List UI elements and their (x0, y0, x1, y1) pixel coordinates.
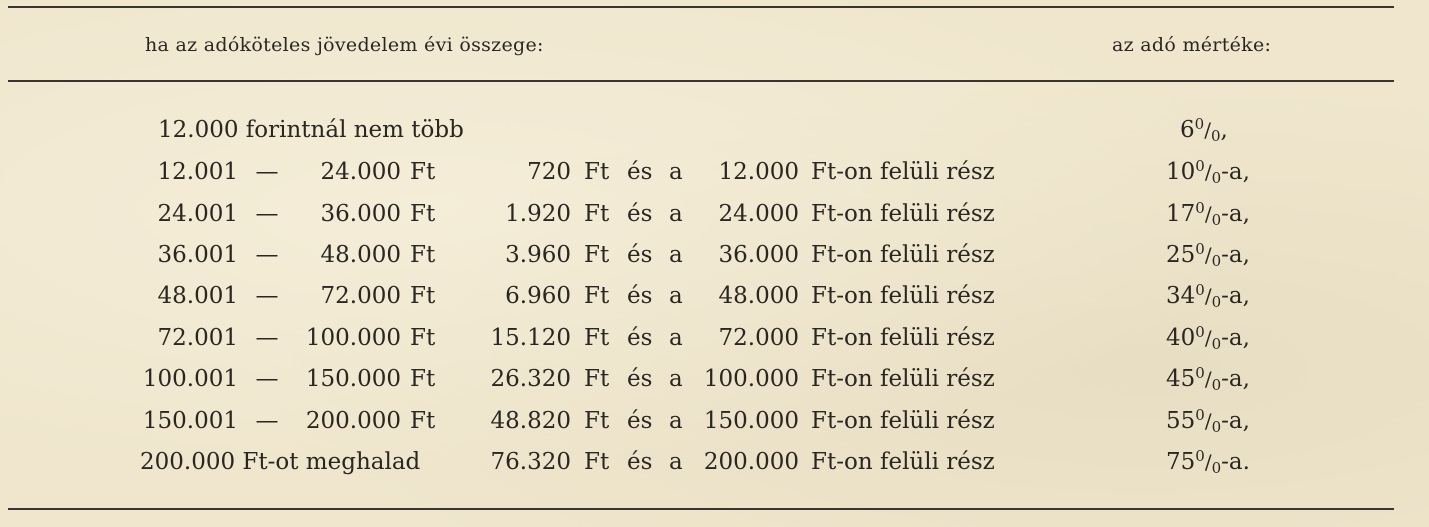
income-unit: Ft (410, 366, 436, 392)
income-to: 48.000 (320, 242, 401, 268)
tax-rate-value: 17 (1166, 201, 1196, 227)
income-from: 12.001 (157, 159, 238, 185)
percent-sign-slash: / (1204, 284, 1212, 308)
tax-rate-value: 34 (1166, 283, 1196, 309)
base-tax-unit: Ft (584, 325, 610, 351)
conjunction-es: és (627, 366, 653, 392)
tax-rate-suffix: -a. (1221, 449, 1250, 475)
threshold-amount: 200.000 (703, 449, 799, 475)
table-row (0, 154, 1429, 190)
table-row (0, 112, 1429, 148)
income-unit: Ft (410, 242, 436, 268)
income-from: 150.001 (142, 408, 238, 434)
tax-rate (1166, 403, 1250, 441)
percent-sign-bottom: 0 (1211, 252, 1222, 270)
tax-rate (1166, 196, 1250, 234)
income-from: 36.001 (157, 242, 238, 268)
income-unit: Ft (410, 201, 436, 227)
percent-sign-bottom: 0 (1211, 335, 1222, 353)
tax-rate-suffix: , (1220, 117, 1228, 143)
threshold-suffix: Ft-on felüli rész (811, 325, 995, 351)
top-rule (8, 6, 1394, 8)
base-tax-amount: 76.320 (490, 449, 571, 475)
bottom-rule (8, 508, 1394, 510)
base-tax-amount: 48.820 (490, 408, 571, 434)
income-unit: Ft (410, 325, 436, 351)
article-a: a (669, 366, 683, 392)
base-tax-amount: 26.320 (490, 366, 571, 392)
table-row (0, 278, 1429, 314)
tax-rate-value: 55 (1166, 408, 1196, 434)
tax-rate (1180, 112, 1228, 150)
income-from: 72.001 (157, 325, 238, 351)
base-tax-unit: Ft (584, 201, 610, 227)
income-unit: Ft (410, 159, 436, 185)
table-row (0, 361, 1429, 397)
tax-rate (1166, 154, 1250, 192)
base-tax-amount: 1.920 (505, 201, 571, 227)
threshold-amount: 24.000 (718, 201, 799, 227)
tax-rate-suffix: -a, (1221, 201, 1250, 227)
header-income-label: ha az adóköteles jövedelem évi összege: (145, 34, 544, 56)
threshold-suffix: Ft-on felüli rész (811, 201, 995, 227)
article-a: a (669, 408, 683, 434)
percent-sign-slash: / (1204, 326, 1212, 350)
article-a: a (669, 159, 683, 185)
article-a: a (669, 449, 683, 475)
percent-sign-top: 0 (1195, 364, 1205, 382)
percent-sign-slash: / (1204, 367, 1212, 391)
tax-rate-suffix: -a, (1221, 283, 1250, 309)
percent-sign-bottom: 0 (1210, 127, 1221, 145)
conjunction-es: és (627, 325, 653, 351)
article-a: a (669, 283, 683, 309)
range-dash: — (255, 201, 279, 227)
percent-sign-bottom: 0 (1211, 418, 1222, 436)
base-tax-unit: Ft (584, 242, 610, 268)
tax-rate-value: 10 (1166, 159, 1196, 185)
article-a: a (669, 325, 683, 351)
threshold-suffix: Ft-on felüli rész (811, 366, 995, 392)
tax-rate-suffix: -a, (1221, 325, 1250, 351)
article-a: a (669, 201, 683, 227)
base-tax-amount: 720 (527, 159, 571, 185)
income-unit: Ft (410, 283, 436, 309)
threshold-amount: 100.000 (703, 366, 799, 392)
income-range-text: 12.000 forintnál nem több (158, 117, 464, 143)
percent-sign-slash: / (1204, 202, 1212, 226)
percent-sign-top: 0 (1195, 157, 1205, 175)
percent-sign-slash: / (1204, 118, 1211, 142)
tax-rate-value: 40 (1166, 325, 1196, 351)
tax-rate (1166, 278, 1250, 316)
percent-sign-top: 0 (1194, 115, 1205, 133)
threshold-suffix: Ft-on felüli rész (811, 449, 995, 475)
range-dash: — (255, 159, 279, 185)
tax-rate (1166, 361, 1250, 399)
percent-sign-top: 0 (1195, 323, 1205, 341)
percent-sign-bottom: 0 (1211, 211, 1222, 229)
conjunction-es: és (627, 242, 653, 268)
table-row (0, 237, 1429, 273)
income-to: 24.000 (320, 159, 401, 185)
range-dash: — (255, 242, 279, 268)
conjunction-es: és (627, 408, 653, 434)
threshold-amount: 150.000 (703, 408, 799, 434)
income-from: 100.001 (142, 366, 238, 392)
percent-sign-slash: / (1204, 243, 1212, 267)
threshold-suffix: Ft-on felüli rész (811, 408, 995, 434)
conjunction-es: és (627, 449, 653, 475)
tax-rate-suffix: -a, (1221, 242, 1250, 268)
conjunction-es: és (627, 159, 653, 185)
income-to: 200.000 (305, 408, 401, 434)
range-dash: — (255, 408, 279, 434)
header-rule (8, 80, 1394, 82)
tax-rate-value: 6 (1180, 117, 1195, 143)
percent-sign-bottom: 0 (1211, 293, 1222, 311)
percent-sign-top: 0 (1195, 281, 1205, 299)
tax-rate-value: 75 (1166, 449, 1196, 475)
income-from: 48.001 (157, 283, 238, 309)
table-row (0, 444, 1429, 480)
income-to: 72.000 (320, 283, 401, 309)
percent-sign-bottom: 0 (1211, 169, 1222, 187)
percent-sign-top: 0 (1195, 406, 1205, 424)
threshold-amount: 72.000 (718, 325, 799, 351)
income-range-text: 200.000 Ft-ot meghalad (140, 449, 421, 475)
threshold-suffix: Ft-on felüli rész (811, 283, 995, 309)
base-tax-unit: Ft (584, 449, 610, 475)
percent-sign-slash: / (1204, 450, 1212, 474)
tax-rate-suffix: -a, (1221, 408, 1250, 434)
tax-rate (1166, 237, 1250, 275)
percent-sign-top: 0 (1195, 199, 1205, 217)
conjunction-es: és (627, 283, 653, 309)
table-row (0, 320, 1429, 356)
income-from: 24.001 (157, 201, 238, 227)
base-tax-unit: Ft (584, 366, 610, 392)
base-tax-unit: Ft (584, 408, 610, 434)
tax-rate (1166, 320, 1250, 358)
percent-sign-top: 0 (1195, 240, 1205, 258)
percent-sign-bottom: 0 (1211, 459, 1222, 477)
tax-rate-suffix: -a, (1221, 366, 1250, 392)
percent-sign-slash: / (1204, 409, 1212, 433)
threshold-suffix: Ft-on felüli rész (811, 242, 995, 268)
percent-sign-bottom: 0 (1211, 376, 1222, 394)
income-to: 36.000 (320, 201, 401, 227)
income-to: 150.000 (305, 366, 401, 392)
table-row (0, 196, 1429, 232)
threshold-amount: 12.000 (718, 159, 799, 185)
tax-rate-value: 45 (1166, 366, 1196, 392)
threshold-amount: 48.000 (718, 283, 799, 309)
tax-rate (1166, 444, 1250, 482)
tax-rate-suffix: -a, (1221, 159, 1250, 185)
base-tax-unit: Ft (584, 159, 610, 185)
header-rate-label: az adó mértéke: (1112, 34, 1272, 56)
threshold-suffix: Ft-on felüli rész (811, 159, 995, 185)
percent-sign-top: 0 (1195, 447, 1205, 465)
range-dash: — (255, 325, 279, 351)
base-tax-amount: 6.960 (505, 283, 571, 309)
article-a: a (669, 242, 683, 268)
range-dash: — (255, 366, 279, 392)
tax-rate-value: 25 (1166, 242, 1196, 268)
base-tax-unit: Ft (584, 283, 610, 309)
threshold-amount: 36.000 (718, 242, 799, 268)
table-row (0, 403, 1429, 439)
income-unit: Ft (410, 408, 436, 434)
conjunction-es: és (627, 201, 653, 227)
income-to: 100.000 (305, 325, 401, 351)
base-tax-amount: 3.960 (505, 242, 571, 268)
percent-sign-slash: / (1204, 160, 1212, 184)
base-tax-amount: 15.120 (490, 325, 571, 351)
range-dash: — (255, 283, 279, 309)
